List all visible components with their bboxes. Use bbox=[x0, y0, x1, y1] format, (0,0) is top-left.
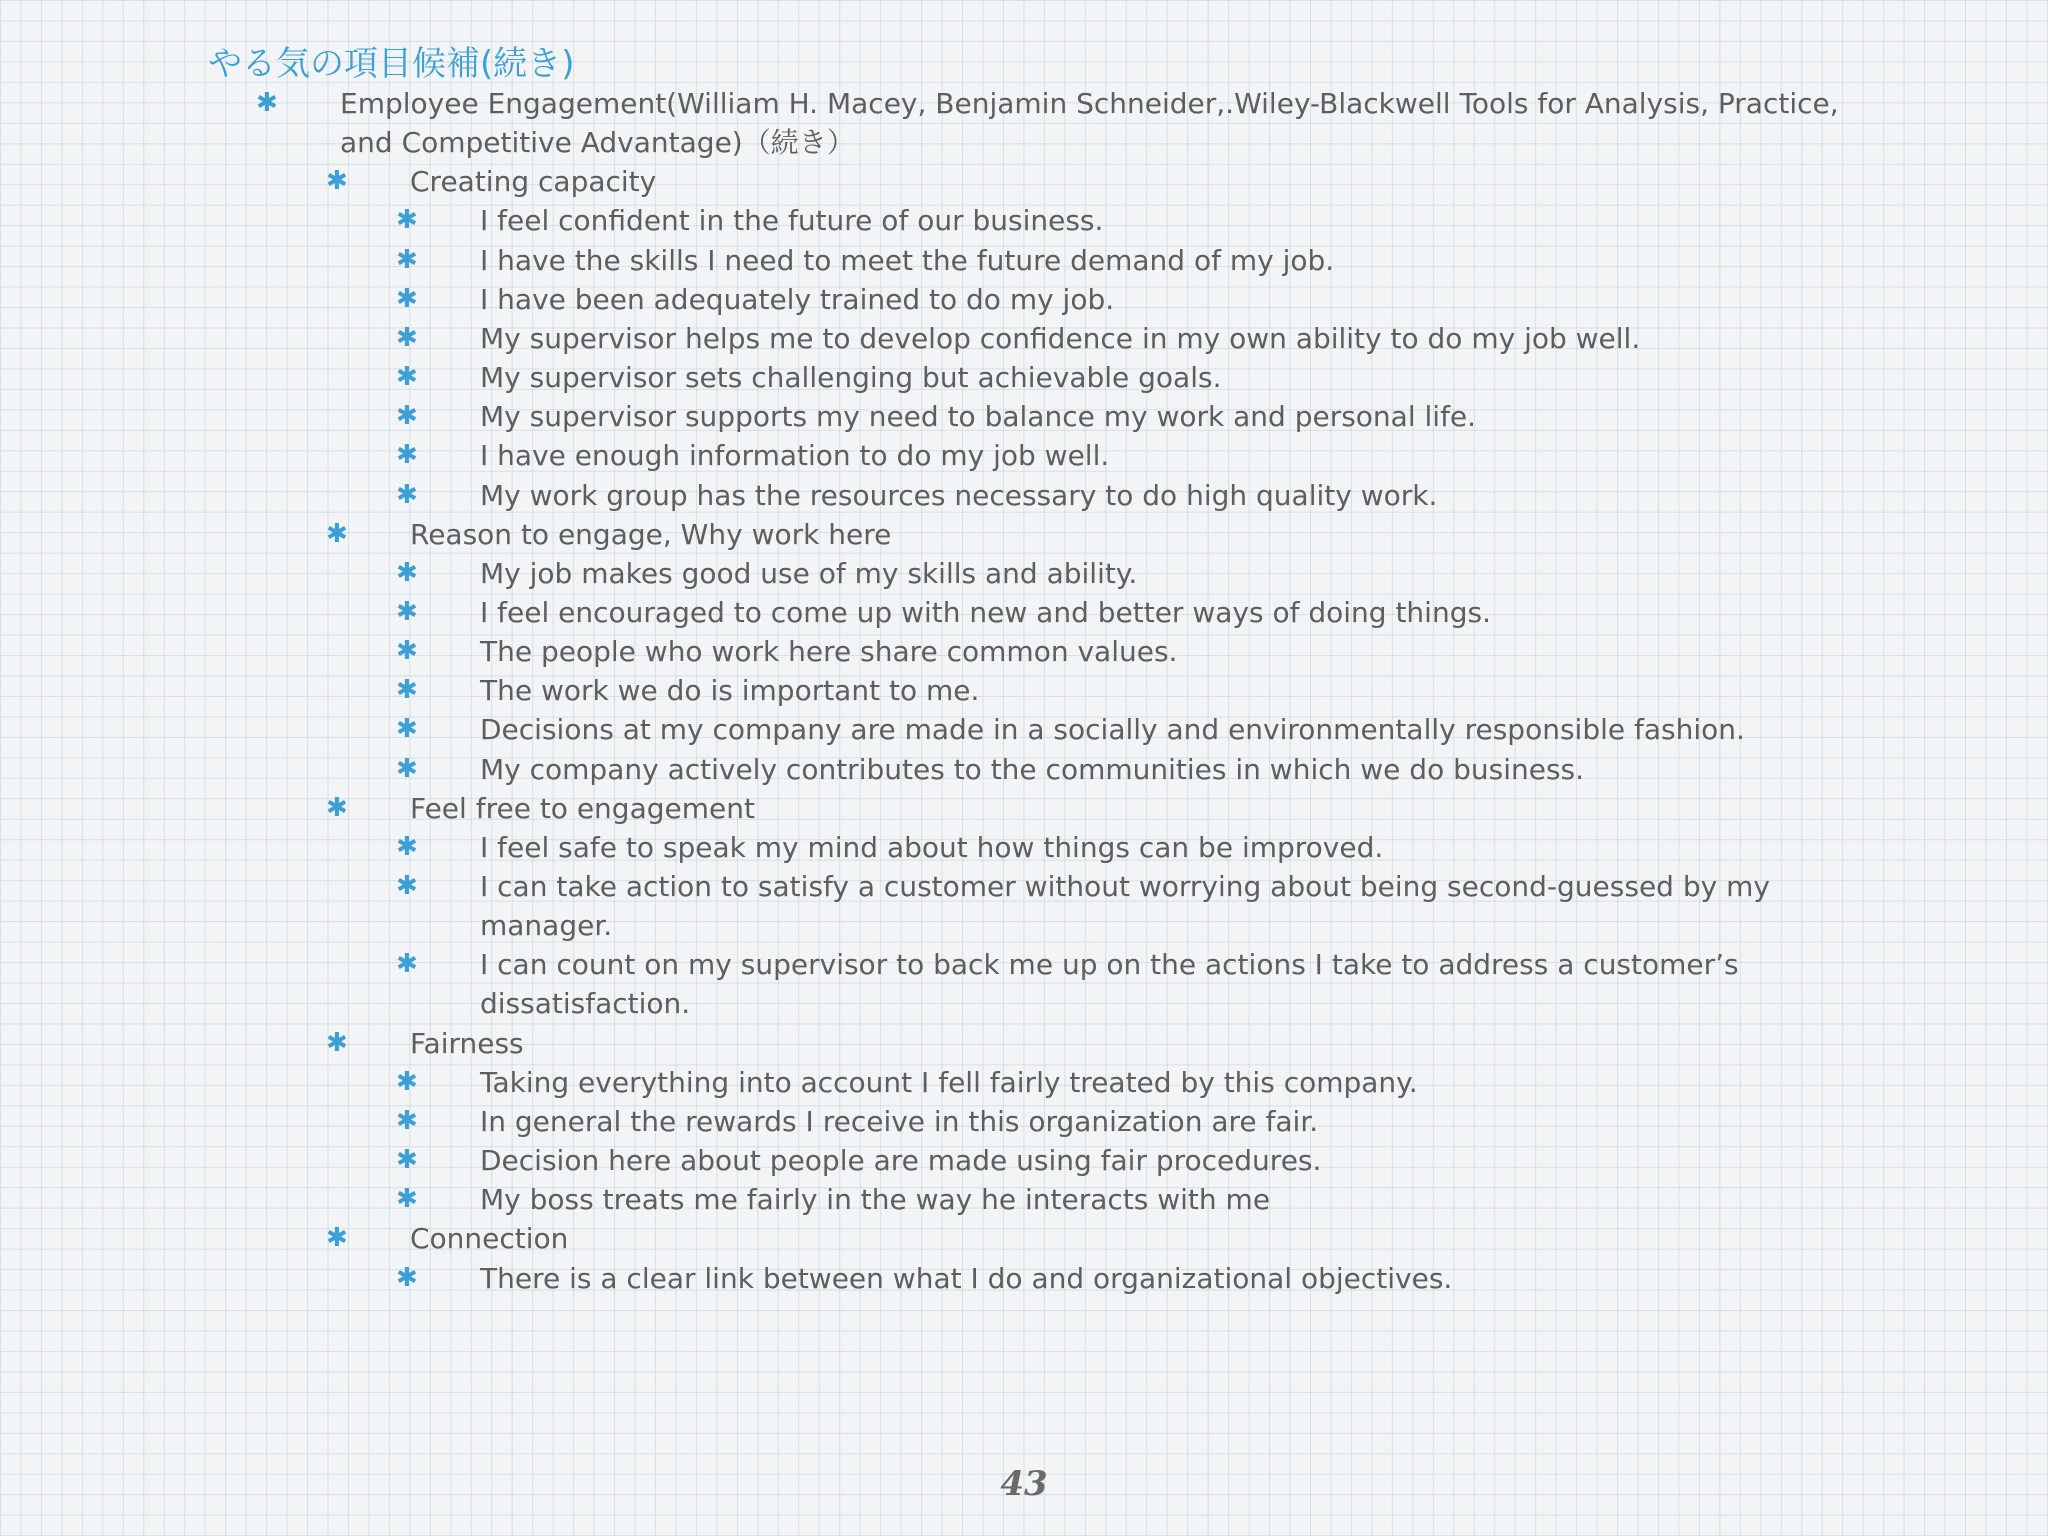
bullet-icon: ✱ bbox=[396, 949, 418, 980]
list-item: My supervisor helps me to develop confidence in my own ability to do my job well. bbox=[480, 321, 1641, 355]
list-item: In general the rewards I receive in this organization are fair. bbox=[480, 1104, 1319, 1138]
bullet-icon: ✱ bbox=[396, 831, 418, 862]
list-item: I have the skills I need to meet the future demand of my job. bbox=[480, 243, 1335, 277]
list-item: There is a clear link between what I do and organizational objectives. bbox=[480, 1261, 1453, 1295]
bullet-icon: ✱ bbox=[396, 714, 418, 745]
bullet-icon: ✱ bbox=[326, 1223, 348, 1254]
list-item: I feel encouraged to come up with new and better ways of doing things. bbox=[480, 595, 1491, 629]
list-item: My job makes good use of my skills and ability. bbox=[480, 556, 1138, 590]
section-heading: Feel free to engagement bbox=[410, 791, 755, 825]
bullet-icon: ✱ bbox=[396, 479, 418, 510]
list-item: The people who work here share common values. bbox=[480, 635, 1178, 669]
bullet-icon: ✱ bbox=[256, 88, 278, 118]
list-item: Decisions at my company are made in a socially and environmentally responsible fashion. bbox=[480, 713, 1745, 747]
bullet-icon: ✱ bbox=[396, 1105, 418, 1136]
list-item: dissatisfaction. bbox=[480, 987, 691, 1021]
list-item: My supervisor sets challenging but achievable goals. bbox=[480, 361, 1222, 395]
section-heading: Fairness bbox=[410, 1026, 524, 1060]
bullet-icon: ✱ bbox=[396, 1262, 418, 1293]
list-item: I feel safe to speak my mind about how things can be improved. bbox=[480, 830, 1384, 864]
list-item: Decision here about people are made using fair procedures. bbox=[480, 1144, 1322, 1178]
slide-title: やる気の項目候補(続き) bbox=[208, 44, 575, 84]
source-title-line: Employee Engagement(William H. Macey, Benjamin Schneider,.Wiley-Blackwell Tools for Analysis, Practice, bbox=[340, 87, 1839, 120]
section-heading: Creating capacity bbox=[410, 165, 657, 199]
list-item: My company actively contributes to the communities in which we do business. bbox=[480, 752, 1585, 786]
bullet-icon: ✱ bbox=[396, 362, 418, 393]
page-number: 43 bbox=[1000, 1464, 1048, 1504]
section-heading: Connection bbox=[410, 1222, 569, 1256]
list-item: My boss treats me fairly in the way he interacts with me bbox=[480, 1183, 1271, 1217]
bullet-icon: ✱ bbox=[396, 401, 418, 432]
bullet-icon: ✱ bbox=[396, 636, 418, 667]
bullet-icon: ✱ bbox=[326, 792, 348, 823]
bullet-icon: ✱ bbox=[396, 557, 418, 588]
bullet-icon: ✱ bbox=[396, 205, 418, 236]
list-item: Taking everything into account I fell fairly treated by this company. bbox=[480, 1065, 1418, 1099]
bullet-icon: ✱ bbox=[396, 440, 418, 471]
bullet-icon: ✱ bbox=[396, 675, 418, 706]
bullet-icon: ✱ bbox=[396, 596, 418, 627]
list-item: I have enough information to do my job well. bbox=[480, 439, 1110, 473]
list-item: I can take action to satisfy a customer without worrying about being second-guessed by my bbox=[480, 870, 1770, 903]
list-item: My supervisor supports my need to balance my work and personal life. bbox=[480, 400, 1477, 434]
bullet-icon: ✱ bbox=[396, 244, 418, 275]
bullet-icon: ✱ bbox=[396, 871, 418, 901]
bullet-icon: ✱ bbox=[396, 283, 418, 314]
source-title-line: and Competitive Advantage)（続き） bbox=[340, 126, 855, 160]
bullet-icon: ✱ bbox=[396, 1184, 418, 1215]
section-heading: Reason to engage, Why work here bbox=[410, 517, 892, 551]
bullet-icon: ✱ bbox=[396, 322, 418, 353]
list-item: My work group has the resources necessary to do high quality work. bbox=[480, 478, 1438, 512]
bullet-icon: ✱ bbox=[326, 518, 348, 549]
list-item: I feel confident in the future of our business. bbox=[480, 204, 1104, 238]
list-item: The work we do is important to me. bbox=[480, 674, 980, 708]
list-item: manager. bbox=[480, 909, 613, 943]
bullet-icon: ✱ bbox=[326, 166, 348, 197]
list-item: I have been adequately trained to do my job. bbox=[480, 282, 1115, 316]
bullet-icon: ✱ bbox=[396, 753, 418, 784]
bullet-icon: ✱ bbox=[326, 1027, 348, 1058]
bullet-icon: ✱ bbox=[396, 1066, 418, 1097]
bullet-icon: ✱ bbox=[396, 1145, 418, 1176]
list-item: I can count on my supervisor to back me up on the actions I take to address a customer’s bbox=[480, 948, 1739, 982]
